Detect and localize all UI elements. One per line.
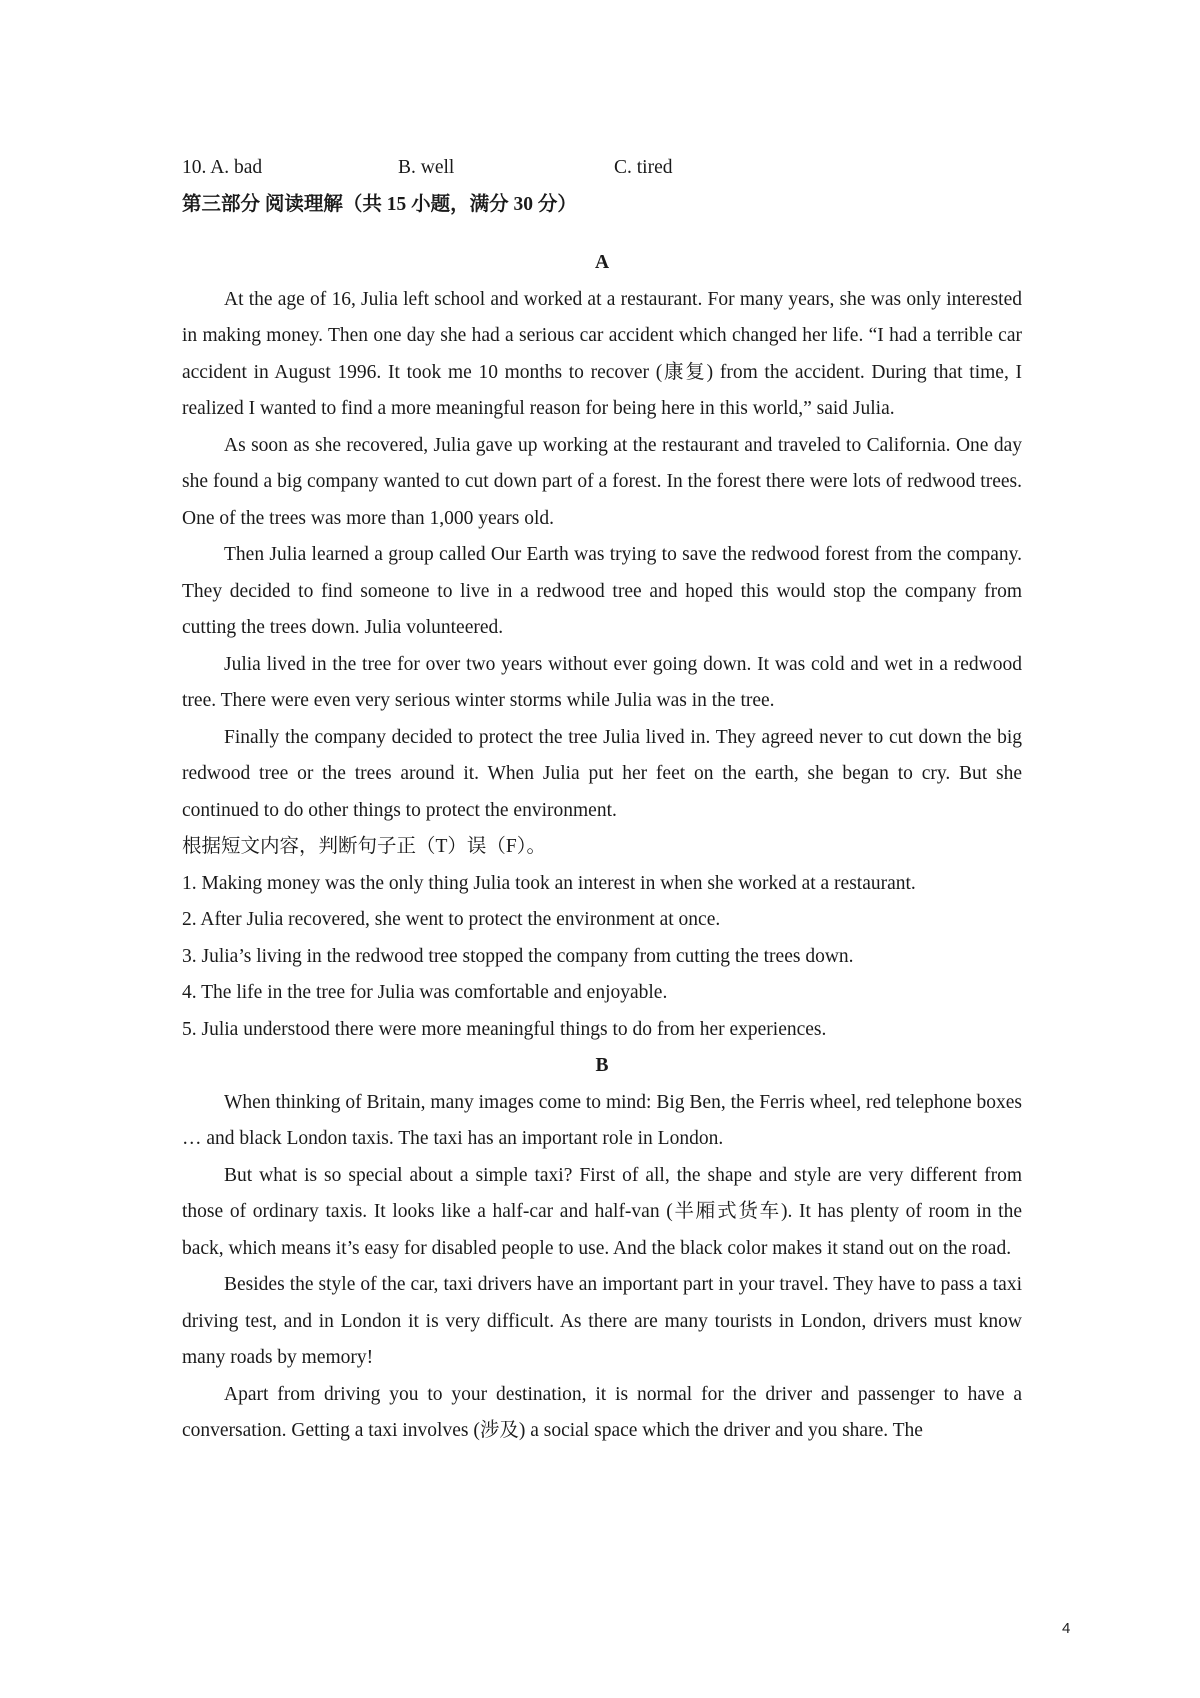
question-10-options: [182, 150, 1022, 187]
passage-a-paragraph: As soon as she recovered, Julia gave up working at the restaurant and traveled to California. One day she found a big company wanted to cut down part of a forest. In the forest there were lots of redwood trees. One of the trees was more than 1,000 years old.: [182, 434, 1022, 529]
passage-b-paragraph: When thinking of Britain, many images come to mind: Big Ben, the Ferris wheel, red telephone boxes … and black London taxis. The taxi has an important role in London.: [182, 1091, 1022, 1149]
question-item: 1. Making money was the only thing Julia took an interest in when she worked at a restaurant.: [182, 872, 916, 894]
question-10-number: 10.: [182, 157, 207, 178]
exam-page: [182, 150, 1022, 1450]
question-item: 5. Julia understood there were more meaningful things to do from her experiences.: [182, 1018, 827, 1040]
question-item: 3. Julia’s living in the redwood tree stopped the company from cutting the trees down.: [182, 945, 854, 967]
passage-a-paragraph: Finally the company decided to protect the tree Julia lived in. They agreed never to cut down the big redwood tree or the trees around it. When Julia put her feet on the earth, she began to cry. But she continued to do other things to protect the environment.: [182, 726, 1022, 821]
passage-a-paragraph: Then Julia learned a group called Our Earth was trying to save the redwood forest from the company. They decided to find someone to live in a redwood tree and hoped this would stop the company from cutting the trees down. Julia volunteered.: [182, 544, 1022, 638]
question-10-option-a: [182, 150, 398, 187]
passage-b-paragraph: Apart from driving you to your destination, it is normal for the driver and passenger to have a conversation. Getting a taxi involves (涉及) a social space which the driver and you share. The: [182, 1383, 1022, 1441]
passage-a-paragraph: Julia lived in the tree for over two years without ever going down. It was cold and wet in a redwood tree. There were even very serious winter storms while Julia was in the tree.: [182, 653, 1022, 711]
question-item: 4. The life in the tree for Julia was comfortable and enjoyable.: [182, 982, 668, 1003]
passage-b-paragraph: Besides the style of the car, taxi drivers have an important part in your travel. They have to pass a taxi driving test, and in London it is very difficult. As there are many tourists in London, drivers must know many roads by memory!: [182, 1274, 1022, 1368]
passage-b-label: B: [595, 1055, 609, 1076]
section-title: 第三部分 阅读理解（共 15 小题，满分 30 分）: [182, 193, 577, 215]
passage-a-paragraph: At the age of 16, Julia left school and worked at a restaurant. For many years, she was only interested in making money. Then one day she had a serious car accident which changed her life. “I had a terrible car accident in August 1996. It took me 10 months to recover (康复) from the accident. During that time, I realized I wanted to find a more meaningful reason for being here in this world,” said Julia.: [182, 288, 1022, 419]
question-10-option-c: C. tired: [614, 157, 673, 178]
question-10-option-a-text: A. bad: [210, 157, 263, 178]
question-item: 2. After Julia recovered, she went to protect the environment at once.: [182, 909, 721, 930]
spacer: [182, 223, 1022, 245]
question-10-option-b: B. well: [398, 157, 455, 178]
passage-b-paragraph: But what is so special about a simple taxi? First of all, the shape and style are very different from those of ordinary taxis. It looks like a half-car and half-van (半厢式货车). It has plenty of room in the back, which means it’s easy for disabled people to use. And the black color makes it stand out on the road.: [182, 1164, 1022, 1259]
passage-a-label: A: [594, 252, 610, 273]
page-number: 4: [1062, 1620, 1071, 1637]
true-false-instruction: 根据短文内容，判断句子正（T）误（F）。: [182, 836, 547, 857]
